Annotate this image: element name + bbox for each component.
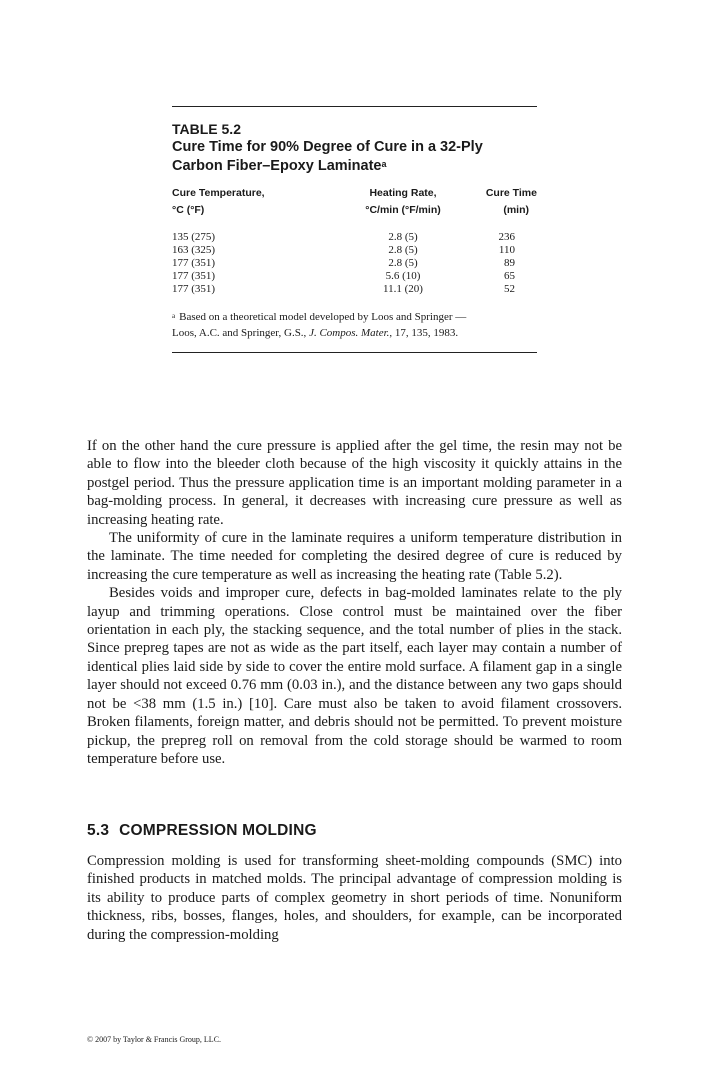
cell-cure-temperature: 177 (351)	[172, 270, 216, 282]
cell-heating-rate: 2.8 (5)	[388, 257, 418, 269]
cell-heating-rate: 2.8 (5)	[388, 231, 418, 243]
cell-heating-rate: 11.1 (20)	[383, 283, 423, 295]
table-title-line-1: Cure Time for 90% Degree of Cure in a 32-Ply	[172, 139, 483, 155]
body-text	[87, 437, 622, 768]
paragraph: Compression molding is used for transforming sheet-molding compounds (SMC) into finished products in matched molds. The principal advantage of compression molding is its ability to produce parts of complex geometry in short periods of time. Nonuniform thickness, ribs, bosses, flanges, holes, and shoulders, for example, can be incorporated during the compression-molding	[87, 853, 622, 943]
cell-cure-temperature: 163 (325)	[172, 244, 216, 256]
table-5-2	[172, 106, 537, 353]
table-title-footnote-mark: a	[381, 159, 387, 169]
paragraph: If on the other hand the cure pressure is applied after the gel time, the resin may not be able to flow into the bleeder cloth because of the high viscosity it quickly attains in the postgel period. Thus the pressure application time is an important molding parameter in a bag-molding process. In general, it decreases with increasing cure pressure as well as increasing heating rate.	[87, 438, 622, 528]
table-title-line-2: Carbon Fiber–Epoxy Laminate$^a$	[172, 158, 387, 174]
section-heading	[87, 822, 317, 840]
footnote-line-1: $^a$ Based on a theoretical model developed by Loos and Springer —	[172, 311, 467, 323]
section-title: COMPRESSION MOLDING	[119, 822, 317, 839]
table-top-rule	[172, 106, 537, 107]
cell-cure-time: 236	[498, 231, 515, 243]
cell-cure-temperature: 135 (275)	[172, 231, 216, 243]
table-header	[172, 185, 537, 219]
cell-cure-time: 65	[504, 270, 515, 282]
table-title	[172, 138, 537, 176]
table-body	[172, 231, 537, 296]
table-row	[172, 257, 537, 270]
footnote-mark: a	[172, 312, 176, 320]
paragraph: Besides voids and improper cure, defects in bag-molded laminates relate to the ply layup and trimming operations. Close control must be maintained over the fiber orientation in each ply, the stacking sequence, and the total number of plies in the stack. Since prepreg tapes are not as wide as the part itself, each layer may contain a number of identical plies laid side by side to cover the entire mold surface. A filament gap in a single layer should not exceed 0.76 mm (0.03 in.), and the distance between any two gaps should not be <38 mm (1.5 in.) [10]. Care must also be taken to avoid filament crossovers. Broken filaments, foreign matter, and debris should not be permitted. To prevent moisture pickup, the prepreg roll on removal from the cold storage should be warmed to room temperature before use.	[87, 585, 622, 767]
table-row	[172, 231, 537, 244]
cell-cure-temperature: 177 (351)	[172, 257, 216, 269]
paragraph: The uniformity of cure in the laminate requires a uniform temperature distribution in the laminate. The time needed for completing the desired degree of cure is reduced by increasing the cure temperature as well as increasing the heating rate (Table 5.2).	[87, 530, 622, 583]
journal-name: J. Compos. Mater.	[309, 327, 390, 339]
table-row	[172, 283, 537, 296]
table-row	[172, 270, 537, 283]
table-bottom-rule	[172, 352, 537, 353]
cell-cure-time: 52	[504, 283, 515, 295]
copyright-notice: © 2007 by Taylor & Francis Group, LLC.	[87, 1035, 222, 1044]
footnote-line-2: Loos, A.C. and Springer, G.S., J. Compos. Mater., 17, 135, 1983.	[172, 327, 459, 339]
table-label: TABLE 5.2	[172, 121, 241, 137]
cell-cure-temperature: 177 (351)	[172, 283, 216, 295]
table-row	[172, 244, 537, 257]
cell-heating-rate: 5.6 (10)	[385, 270, 421, 282]
table-footnote	[172, 309, 537, 341]
column-header-cure-temperature: Cure Temperature, °C (°F)	[172, 187, 265, 216]
section-text	[87, 852, 622, 944]
column-header-cure-time: Cure Time (min)	[485, 187, 537, 216]
column-header-heating-rate: Heating Rate, °C/min (°F/min)	[365, 187, 441, 216]
cell-cure-time: 89	[504, 257, 515, 269]
cell-cure-time: 110	[498, 244, 515, 256]
section-number: 5.3	[87, 822, 110, 839]
cell-heating-rate: 2.8 (5)	[388, 244, 418, 256]
